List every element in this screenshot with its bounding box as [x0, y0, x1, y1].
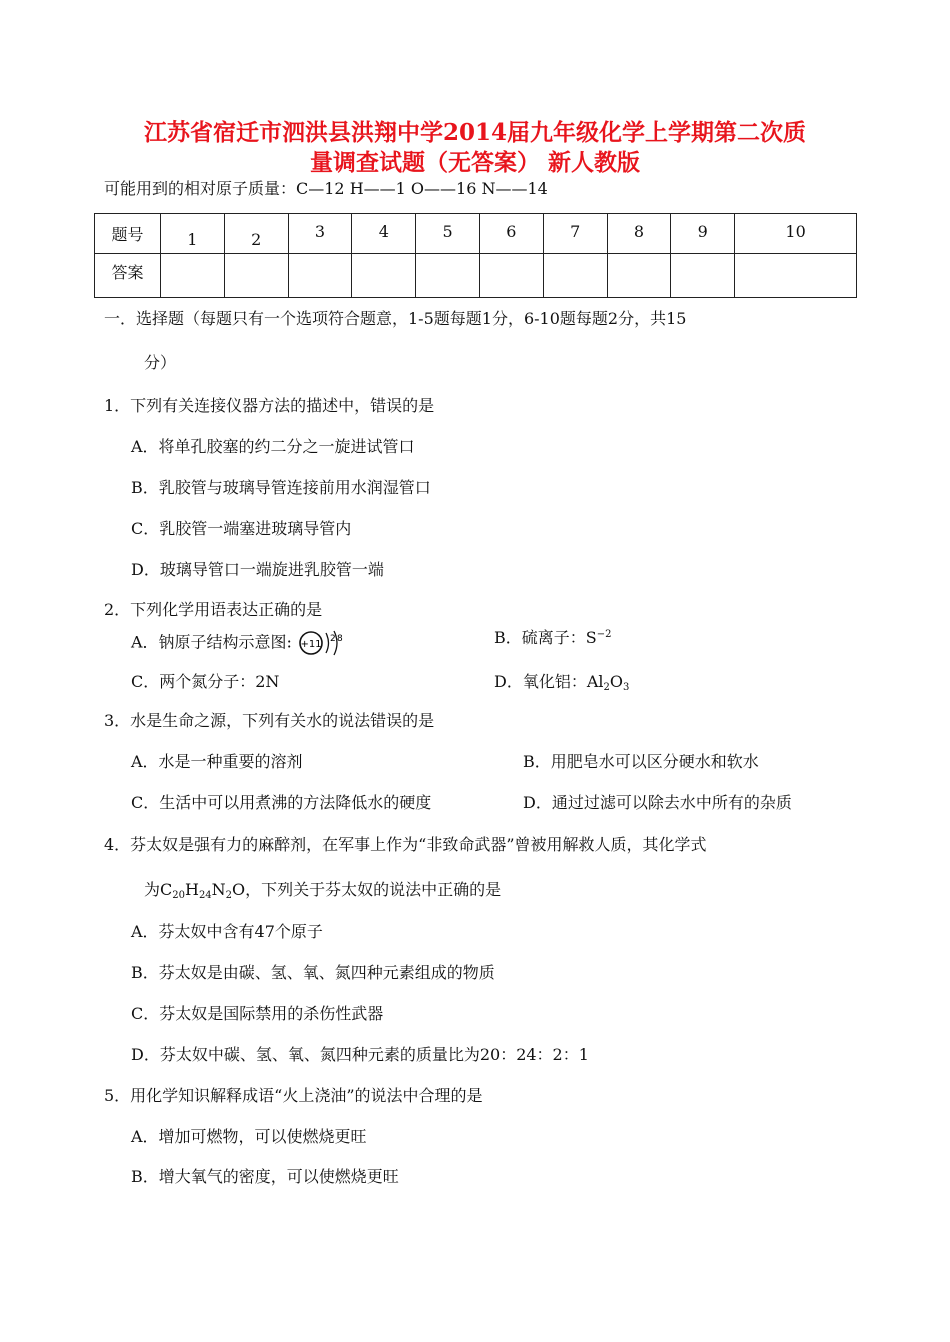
question-number-header: 题号	[95, 214, 161, 254]
answer-cell[interactable]	[671, 254, 735, 298]
sulfide-charge: −2	[596, 629, 612, 640]
q1-stem: 1．下列有关连接仪器方法的描述中，错误的是	[104, 396, 435, 415]
atom-structure-svg	[297, 627, 355, 659]
q1-option-c: C．乳胶管一端塞进玻璃导管内	[131, 519, 352, 538]
section-1-heading: 一．选择题（每题只有一个选项符合题意，1-5题每题1分，6-10题每题2分，共15	[104, 309, 687, 328]
q2-option-d	[494, 671, 629, 693]
q5-stem: 5．用化学知识解释成语“火上浇油”的说法中合理的是	[104, 1086, 483, 1105]
q1-option-b: B．乳胶管与玻璃导管连接前用水润湿管口	[131, 478, 431, 497]
sodium-atom-diagram	[297, 627, 355, 659]
answer-cell[interactable]	[479, 254, 543, 298]
question-number-cell: 1	[161, 214, 225, 254]
q2-option-c: C．两个氮分子：2N	[131, 672, 280, 691]
answer-table-answer-row	[95, 254, 857, 298]
section-1-heading-cont: 分）	[144, 353, 177, 372]
answer-header: 答案	[95, 254, 161, 298]
q4-option-b: B．芬太奴是由碳、氢、氧、氮四种元素组成的物质	[131, 963, 495, 982]
q4-stem-line-2	[144, 879, 501, 901]
question-number-cell: 7	[543, 214, 607, 254]
q4-stem-suffix: ，下列关于芬太奴的说法中正确的是	[245, 880, 502, 899]
formula-n-subscript: 2	[225, 890, 233, 901]
shell-2-electrons: 8	[337, 634, 343, 644]
atomic-mass-note: 可能用到的相对原子质量：C—12 H——1 O——16 N——14	[104, 179, 548, 198]
q5-option-a: A．增加可燃物，可以使燃烧更旺	[131, 1127, 367, 1146]
question-number-cell: 9	[671, 214, 735, 254]
q4-stem-prefix: 为C	[144, 880, 173, 899]
formula-n: N	[211, 880, 226, 899]
question-number-cell: 5	[416, 214, 480, 254]
answer-table-number-row	[95, 214, 857, 254]
q2-option-b-text: B．硫离子：S	[494, 628, 597, 647]
q3-option-c: C．生活中可以用煮沸的方法降低水的硬度	[131, 793, 432, 812]
answer-cell[interactable]	[735, 254, 857, 298]
answer-table	[94, 213, 857, 298]
q2-option-d-text: D．氧化铝：Al	[494, 672, 604, 691]
question-number-cell: 4	[352, 214, 416, 254]
q4-option-c: C．芬太奴是国际禁用的杀伤性武器	[131, 1004, 384, 1023]
formula-o: O	[232, 880, 246, 899]
q2-option-b	[494, 627, 611, 649]
question-number-cell: 6	[479, 214, 543, 254]
q3-stem: 3．水是生命之源，下列有关水的说法错误的是	[104, 711, 435, 730]
formula-c-subscript: 20	[172, 890, 185, 901]
answer-cell[interactable]	[543, 254, 607, 298]
q5-option-b: B．增大氧气的密度，可以使燃烧更旺	[131, 1167, 399, 1186]
o-subscript: 3	[623, 682, 630, 693]
document-title-line-1: 江苏省宿迁市泗洪县洪翔中学2014届九年级化学上学期第二次质	[143, 119, 806, 146]
question-number-cell: 10	[735, 214, 857, 254]
oxygen-symbol: O	[609, 672, 624, 691]
answer-cell[interactable]	[352, 254, 416, 298]
shell-1-electrons: 2	[330, 634, 336, 644]
q2-stem: 2．下列化学用语表达正确的是	[104, 600, 323, 619]
question-number-cell: 3	[288, 214, 352, 254]
nucleus-charge: +11	[300, 639, 322, 650]
question-number-cell: 8	[607, 214, 671, 254]
al-subscript: 2	[603, 682, 610, 693]
q2-option-a	[131, 627, 355, 659]
q4-stem-line-1: 4．芬太奴是强有力的麻醉剂，在军事上作为“非致命武器”曾被用解救人质，其化学式	[104, 835, 707, 854]
electron-shell-1	[326, 633, 329, 653]
q4-option-d: D．芬太奴中碳、氢、氧、氮四种元素的质量比为20：24：2：1	[131, 1045, 589, 1064]
answer-cell[interactable]	[288, 254, 352, 298]
answer-cell[interactable]	[161, 254, 225, 298]
q3-option-b: B．用肥皂水可以区分硬水和软水	[523, 752, 759, 771]
document-title-line-2: 量调查试题（无答案） 新人教版	[309, 149, 640, 176]
q1-option-a: A．将单孔胶塞的约二分之一旋进试管口	[131, 437, 415, 456]
q2-option-a-text: A．钠原子结构示意图:	[131, 632, 292, 652]
q1-option-d: D．玻璃导管口一端旋进乳胶管一端	[131, 560, 384, 579]
answer-cell[interactable]	[607, 254, 671, 298]
question-number-cell: 2	[224, 214, 288, 254]
q3-option-a: A．水是一种重要的溶剂	[131, 752, 303, 771]
answer-cell[interactable]	[416, 254, 480, 298]
q4-option-a: A．芬太奴中含有47个原子	[131, 922, 323, 941]
formula-h-subscript: 24	[198, 890, 212, 901]
answer-cell[interactable]	[224, 254, 288, 298]
q3-option-d: D．通过过滤可以除去水中所有的杂质	[523, 793, 792, 812]
formula-h: H	[184, 880, 199, 899]
